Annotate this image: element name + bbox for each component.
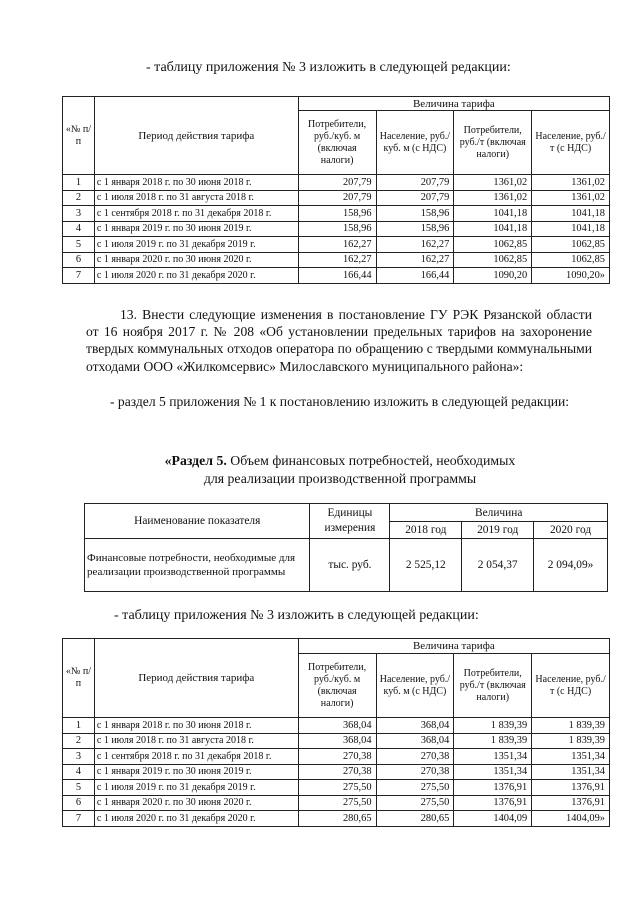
row-population-m3: 207,79 [376, 190, 454, 206]
col-consumers-m3-header: Потребители, руб./куб. м (включая налоги) [298, 111, 376, 175]
col2-value-header: Величина тарифа [298, 639, 609, 654]
row-period: с 1 сентября 2018 г. по 31 декабря 2018 г. [94, 206, 298, 222]
row-consumers-t: 1041,18 [454, 206, 532, 222]
table-row [63, 252, 610, 268]
row-period: с 1 января 2020 г. по 30 июня 2020 г. [94, 795, 298, 811]
table-row [63, 764, 610, 780]
row-population-m3: 158,96 [376, 221, 454, 237]
row-population-m3: 162,27 [376, 252, 454, 268]
row-number: 3 [63, 749, 95, 765]
intro-line-table3: - таблицу приложения № 3 изложить в следующей редакции: [146, 60, 511, 75]
row-number: 3 [63, 206, 95, 222]
finance-col-name-header: Наименование показателя [85, 504, 310, 539]
finance-year-2018: 2018 год [390, 522, 462, 539]
row-number: 6 [63, 252, 95, 268]
row-consumers-m3: 207,79 [298, 175, 376, 191]
intro-line-table3-second: - таблицу приложения № 3 изложить в следующей редакции: [114, 608, 479, 623]
row-population-t: 1361,02 [532, 175, 610, 191]
row-consumers-m3: 275,50 [298, 795, 376, 811]
table-row [63, 718, 610, 734]
row-consumers-m3: 162,27 [298, 252, 376, 268]
row-population-m3: 368,04 [376, 718, 454, 734]
row-period: с 1 июля 2019 г. по 31 декабря 2019 г. [94, 237, 298, 253]
col-population-m3-header: Население, руб./куб. м (с НДС) [376, 111, 454, 175]
row-population-m3: 368,04 [376, 733, 454, 749]
col2-consumers-m3-header: Потребители, руб./куб. м (включая налоги) [298, 654, 376, 718]
section-5-heading [80, 452, 600, 488]
table-row [63, 221, 610, 237]
table-row [63, 811, 610, 827]
table-row [63, 190, 610, 206]
finance-row-unit: тыс. руб. [310, 539, 390, 592]
row-population-m3: 270,38 [376, 764, 454, 780]
row-consumers-m3: 275,50 [298, 780, 376, 796]
row-consumers-m3: 368,04 [298, 718, 376, 734]
finance-row-value-2020: 2 094,09» [534, 539, 608, 592]
row-period: с 1 июля 2019 г. по 31 декабря 2019 г. [94, 780, 298, 796]
row-number: 5 [63, 237, 95, 253]
row-number: 7 [63, 811, 95, 827]
section-5-heading-line2: для реализации производственной программы [203, 471, 477, 486]
row-consumers-m3: 270,38 [298, 749, 376, 765]
row-population-t: 1041,18 [532, 206, 610, 222]
table-row [63, 268, 610, 284]
row-population-m3: 275,50 [376, 780, 454, 796]
finance-year-2019: 2019 год [462, 522, 534, 539]
row-population-m3: 280,65 [376, 811, 454, 827]
col2-num-header: «№ п/п [63, 639, 95, 718]
row-period: с 1 января 2019 г. по 30 июня 2019 г. [94, 764, 298, 780]
row-number: 1 [63, 175, 95, 191]
row-population-m3: 270,38 [376, 749, 454, 765]
finance-row-name: Финансовые потребности, необходимые для реализации производственной программы [85, 539, 310, 592]
row-consumers-m3: 280,65 [298, 811, 376, 827]
row-number: 2 [63, 190, 95, 206]
row-consumers-t: 1090,20 [454, 268, 532, 284]
row-period: с 1 января 2020 г. по 30 июня 2020 г. [94, 252, 298, 268]
row-period: с 1 января 2018 г. по 30 июня 2018 г. [94, 175, 298, 191]
row-number: 2 [63, 733, 95, 749]
row-consumers-m3: 166,44 [298, 268, 376, 284]
row-number: 7 [63, 268, 95, 284]
table-row [63, 795, 610, 811]
row-population-t: 1 839,39 [532, 718, 610, 734]
table-row [63, 780, 610, 796]
row-consumers-m3: 270,38 [298, 764, 376, 780]
row-population-t: 1062,85 [532, 237, 610, 253]
row-number: 6 [63, 795, 95, 811]
table-row [63, 237, 610, 253]
col2-population-m3-header: Население, руб./куб. м (с НДС) [376, 654, 454, 718]
table-row [63, 749, 610, 765]
row-consumers-t: 1 839,39 [454, 718, 532, 734]
row-consumers-t: 1351,34 [454, 749, 532, 765]
row-period: с 1 января 2018 г. по 30 июня 2018 г. [94, 718, 298, 734]
row-period: с 1 января 2019 г. по 30 июня 2019 г. [94, 221, 298, 237]
col2-population-t-header: Население, руб./т (с НДС) [532, 654, 610, 718]
col-period-header: Период действия тарифа [94, 97, 298, 175]
row-number: 5 [63, 780, 95, 796]
row-population-m3: 275,50 [376, 795, 454, 811]
row-population-m3: 207,79 [376, 175, 454, 191]
row-population-t: 1041,18 [532, 221, 610, 237]
row-number: 1 [63, 718, 95, 734]
row-consumers-t: 1376,91 [454, 780, 532, 796]
col-num-header: «№ п/п [63, 97, 95, 175]
row-consumers-m3: 207,79 [298, 190, 376, 206]
row-consumers-t: 1351,34 [454, 764, 532, 780]
row-population-m3: 166,44 [376, 268, 454, 284]
row-consumers-t: 1376,91 [454, 795, 532, 811]
row-consumers-t: 1361,02 [454, 190, 532, 206]
finance-col-value-header: Величина [390, 504, 608, 522]
tariff-table-2 [62, 638, 610, 827]
row-population-t: 1062,85 [532, 252, 610, 268]
finance-year-2020: 2020 год [534, 522, 608, 539]
col-population-t-header: Население, руб./т (с НДС) [532, 111, 610, 175]
row-period: с 1 июля 2018 г. по 31 августа 2018 г. [94, 190, 298, 206]
col-consumers-t-header: Потребители, руб./т (включая налоги) [454, 111, 532, 175]
row-consumers-m3: 158,96 [298, 221, 376, 237]
table-row [63, 175, 610, 191]
row-period: с 1 июля 2020 г. по 31 декабря 2020 г. [94, 811, 298, 827]
row-population-t: 1351,34 [532, 764, 610, 780]
col2-period-header: Период действия тарифа [94, 639, 298, 718]
paragraph-13-text: 13. Внести следующие изменения в постановление ГУ РЭК Рязанской области от 16 ноября 2017 г. № 208 «Об установлении предельных тарифов на захоронение твердых коммунальных отходов оператора по обращению с твердыми коммунальными отходами ООО «Жилкомсервис» Милославского муниципального района»: [86, 307, 592, 374]
row-consumers-m3: 158,96 [298, 206, 376, 222]
tariff-table-1-body [63, 175, 610, 284]
finance-needs-table [84, 503, 608, 592]
row-consumers-t: 1 839,39 [454, 733, 532, 749]
row-consumers-t: 1361,02 [454, 175, 532, 191]
finance-row-value-2018: 2 525,12 [390, 539, 462, 592]
paragraph-section-5-text: - раздел 5 приложения № 1 к постановлению изложить в следующей редакции: [110, 394, 570, 409]
tariff-table-2-body [63, 718, 610, 827]
row-period: с 1 июля 2020 г. по 31 декабря 2020 г. [94, 268, 298, 284]
table-row [63, 733, 610, 749]
finance-col-unit-header: Единицы измерения [310, 504, 390, 539]
row-population-t: 1090,20» [532, 268, 610, 284]
finance-row-value-2019: 2 054,37 [462, 539, 534, 592]
row-number: 4 [63, 221, 95, 237]
tariff-table-1 [62, 96, 610, 284]
row-period: с 1 июля 2018 г. по 31 августа 2018 г. [94, 733, 298, 749]
col-value-header: Величина тарифа [298, 97, 609, 111]
row-consumers-t: 1404,09 [454, 811, 532, 827]
table-row [63, 206, 610, 222]
row-consumers-m3: 368,04 [298, 733, 376, 749]
row-consumers-t: 1041,18 [454, 221, 532, 237]
row-period: с 1 сентября 2018 г. по 31 декабря 2018 г. [94, 749, 298, 765]
section-5-heading-line1: Объем финансовых потребностей, необходимых [226, 453, 516, 468]
row-population-t: 1376,91 [532, 780, 610, 796]
row-population-t: 1376,91 [532, 795, 610, 811]
paragraph-13 [86, 306, 592, 375]
row-population-t: 1 839,39 [532, 733, 610, 749]
paragraph-section-5 [86, 393, 592, 410]
row-population-t: 1361,02 [532, 190, 610, 206]
row-population-m3: 158,96 [376, 206, 454, 222]
section-5-heading-bold: «Раздел 5. [164, 453, 227, 468]
col2-consumers-t-header: Потребители, руб./т (включая налоги) [454, 654, 532, 718]
row-number: 4 [63, 764, 95, 780]
row-consumers-t: 1062,85 [454, 252, 532, 268]
row-population-m3: 162,27 [376, 237, 454, 253]
row-population-t: 1404,09» [532, 811, 610, 827]
row-population-t: 1351,34 [532, 749, 610, 765]
row-consumers-m3: 162,27 [298, 237, 376, 253]
row-consumers-t: 1062,85 [454, 237, 532, 253]
